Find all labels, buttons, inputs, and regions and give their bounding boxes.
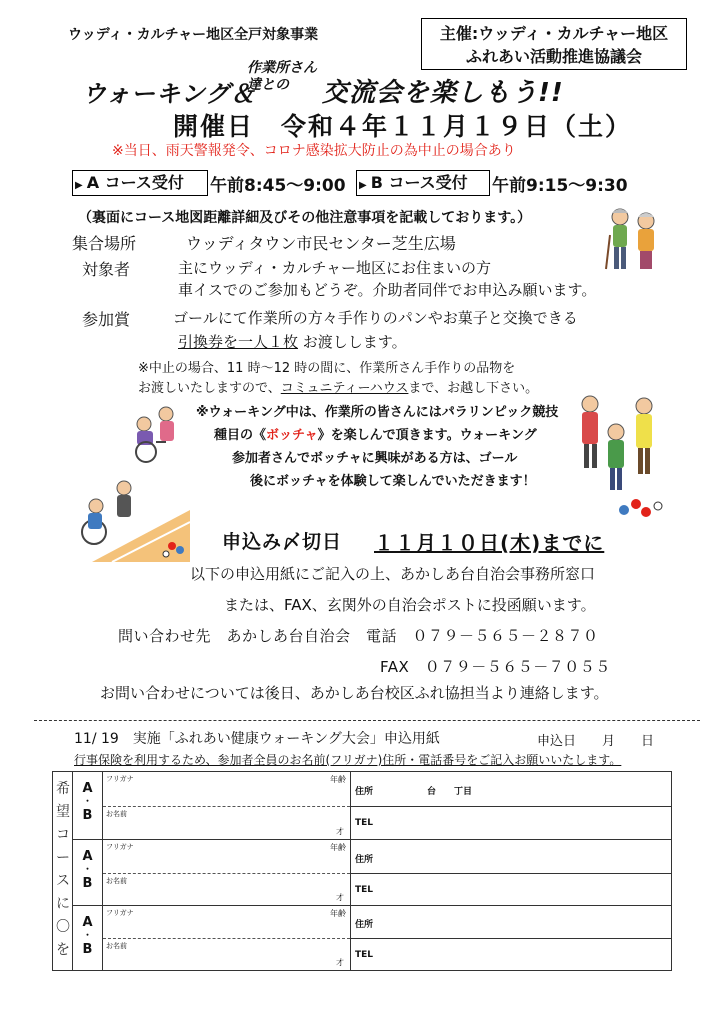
- row-divider: [351, 806, 671, 807]
- course-a-label: ▶ A コース受付: [72, 170, 208, 196]
- furigana-label: フリガナ: [106, 909, 134, 917]
- name-label: お名前: [106, 877, 127, 885]
- address-tel-cell[interactable]: [351, 906, 671, 970]
- cancel-info-line-1: ※中止の場合、11 時～12 時の間に、作業所さん手作りの品物を: [138, 361, 516, 376]
- application-form-table: [52, 771, 672, 971]
- course-a-time: 午前8:45～9:00: [210, 176, 346, 196]
- sai-label: 才: [336, 827, 344, 836]
- community-house-text: コミュニティーハウス: [280, 381, 409, 396]
- row-divider: [103, 873, 350, 874]
- boccia-line-1: ※ウォーキング中は、作業所の皆さんにはパラリンピック競技: [196, 405, 559, 420]
- participant-row-1: [73, 772, 671, 840]
- host-line-2: ふれあい活動推進協議会: [465, 47, 642, 66]
- course-b-time: 午前9:15～9:30: [492, 176, 628, 196]
- boccia-line-4: 後にボッチャを体験して楽しんでいただきます！: [250, 474, 536, 489]
- boccia-word: ボッチャ: [266, 428, 318, 443]
- name-cell[interactable]: [103, 840, 351, 905]
- cancel-note: ※当日、雨天警報発令、コロナ感染拡大防止の為中止の場合あり: [112, 143, 516, 159]
- deadline-label: 申込み〆切日: [222, 531, 343, 553]
- elderly-couple-illustration: [600, 205, 668, 273]
- target-line-2: 車イスでのご参加もどうぞ。介助者同伴でお申込み願います。: [178, 281, 597, 299]
- instruction-line-1: 以下の申込用紙にご記入の上、あかしあ台自治会事務所窓口: [190, 565, 596, 583]
- instruction-line-2: または、FAX、玄関外の自治会ポストに投函願います。: [224, 596, 596, 614]
- back-note: （裏面にコース地図距離詳細及びその他注意事項を記載しております。）: [78, 210, 532, 226]
- cancel-info-line-2: お渡しいたしますので、コミュニティーハウスまで、お越し下さい。: [138, 381, 539, 396]
- wheelchair-helper-illustration: [126, 404, 188, 464]
- deadline-date: １１月１０日(木)までに: [374, 531, 605, 555]
- course-b-label: ▶ B コース受付: [356, 170, 490, 196]
- address-tel-cell[interactable]: [351, 840, 671, 905]
- name-label: お名前: [106, 810, 127, 818]
- meeting-place: ウッディタウン市民センター芝生広場: [186, 234, 456, 253]
- row-divider: [351, 873, 671, 874]
- prize-label: 参加賞: [82, 310, 131, 329]
- boccia-players-illustration: [572, 392, 672, 520]
- age-label: 年齢: [330, 775, 346, 784]
- name-cell[interactable]: [103, 772, 351, 839]
- title-exchange: 交流会を楽しもう!!: [322, 78, 564, 108]
- row-divider: [103, 806, 350, 807]
- sai-label: 才: [336, 958, 344, 967]
- course-choice-label: 希望コースに〇を: [56, 781, 70, 958]
- participant-row-3: [73, 906, 671, 970]
- tel-label: TEL: [355, 818, 374, 828]
- address-label: 住所: [355, 855, 374, 865]
- project-label: ウッディ・カルチャー地区全戸対象事業: [68, 27, 319, 43]
- form-note: 行事保険を利用するため、参加者全員のお名前(フリガナ)住所・電話番号をご記入お願いいたします。: [74, 753, 622, 767]
- triangle-right-icon: ▶: [359, 180, 367, 191]
- meeting-label: 集合場所: [72, 234, 137, 253]
- prize-ticket-text: 引換券を一人１枚: [178, 333, 299, 351]
- form-date-label: 申込日 月 日: [537, 734, 655, 749]
- event-date: 開催日 令和４年１１月１９日（土）: [173, 112, 633, 141]
- age-label: 年齢: [330, 843, 346, 852]
- triangle-right-icon: ▶: [75, 180, 83, 191]
- followup-note: お問い合わせについては後日、あかしあ台校区ふれ協担当より連絡します。: [100, 684, 609, 702]
- name-label: お名前: [106, 942, 127, 950]
- sai-label: 才: [336, 893, 344, 902]
- course-choice-cell[interactable]: A ・ B: [73, 772, 103, 839]
- furigana-label: フリガナ: [106, 843, 134, 851]
- boccia-line-2: 種目の《ボッチャ》を楽しんで頂きます。ウォーキング: [214, 428, 537, 443]
- title-workshop: 作業所さん達との: [247, 60, 317, 93]
- address-tel-cell[interactable]: [351, 772, 671, 839]
- address-label: 住所: [355, 920, 374, 930]
- boccia-line-3: 参加者さんでボッチャに興味がある方は、ゴール: [232, 451, 518, 466]
- cut-line: [34, 720, 700, 721]
- host-line-1: 主催:ウッディ・カルチャー地区: [439, 24, 669, 43]
- tel-label: TEL: [355, 885, 374, 895]
- furigana-label: フリガナ: [106, 775, 134, 783]
- address-label: 住所 台 丁目: [355, 787, 473, 797]
- row-divider: [351, 938, 671, 939]
- age-label: 年齢: [330, 909, 346, 918]
- form-title: 11/ 19 実施「ふれあい健康ウォーキング大会」申込用紙: [74, 731, 440, 747]
- target-line-1: 主にウッディ・カルチャー地区にお住まいの方: [178, 259, 492, 277]
- boccia-court-illustration: [72, 470, 190, 562]
- title-walking: ウォーキング＆: [82, 80, 256, 108]
- participant-row-2: [73, 840, 671, 906]
- tel-label: TEL: [355, 950, 374, 960]
- prize-line-1: ゴールにて作業所の方々手作りのパンやお菓子と交換できる: [173, 309, 578, 327]
- row-divider: [103, 938, 350, 939]
- target-label: 対象者: [82, 260, 131, 279]
- course-choice-column: [53, 772, 73, 970]
- contact-phone: 問い合わせ先 あかしあ台自治会 電話 ０７９－５６５－２８７０: [118, 627, 599, 645]
- course-choice-cell[interactable]: A ・ B: [73, 906, 103, 970]
- course-choice-cell[interactable]: A ・ B: [73, 840, 103, 905]
- prize-line-2: 引換券を一人１枚 お渡しします。: [178, 333, 407, 351]
- name-cell[interactable]: [103, 906, 351, 970]
- host-box: [421, 18, 687, 70]
- contact-fax: FAX ０７９－５６５－７０５５: [380, 658, 611, 676]
